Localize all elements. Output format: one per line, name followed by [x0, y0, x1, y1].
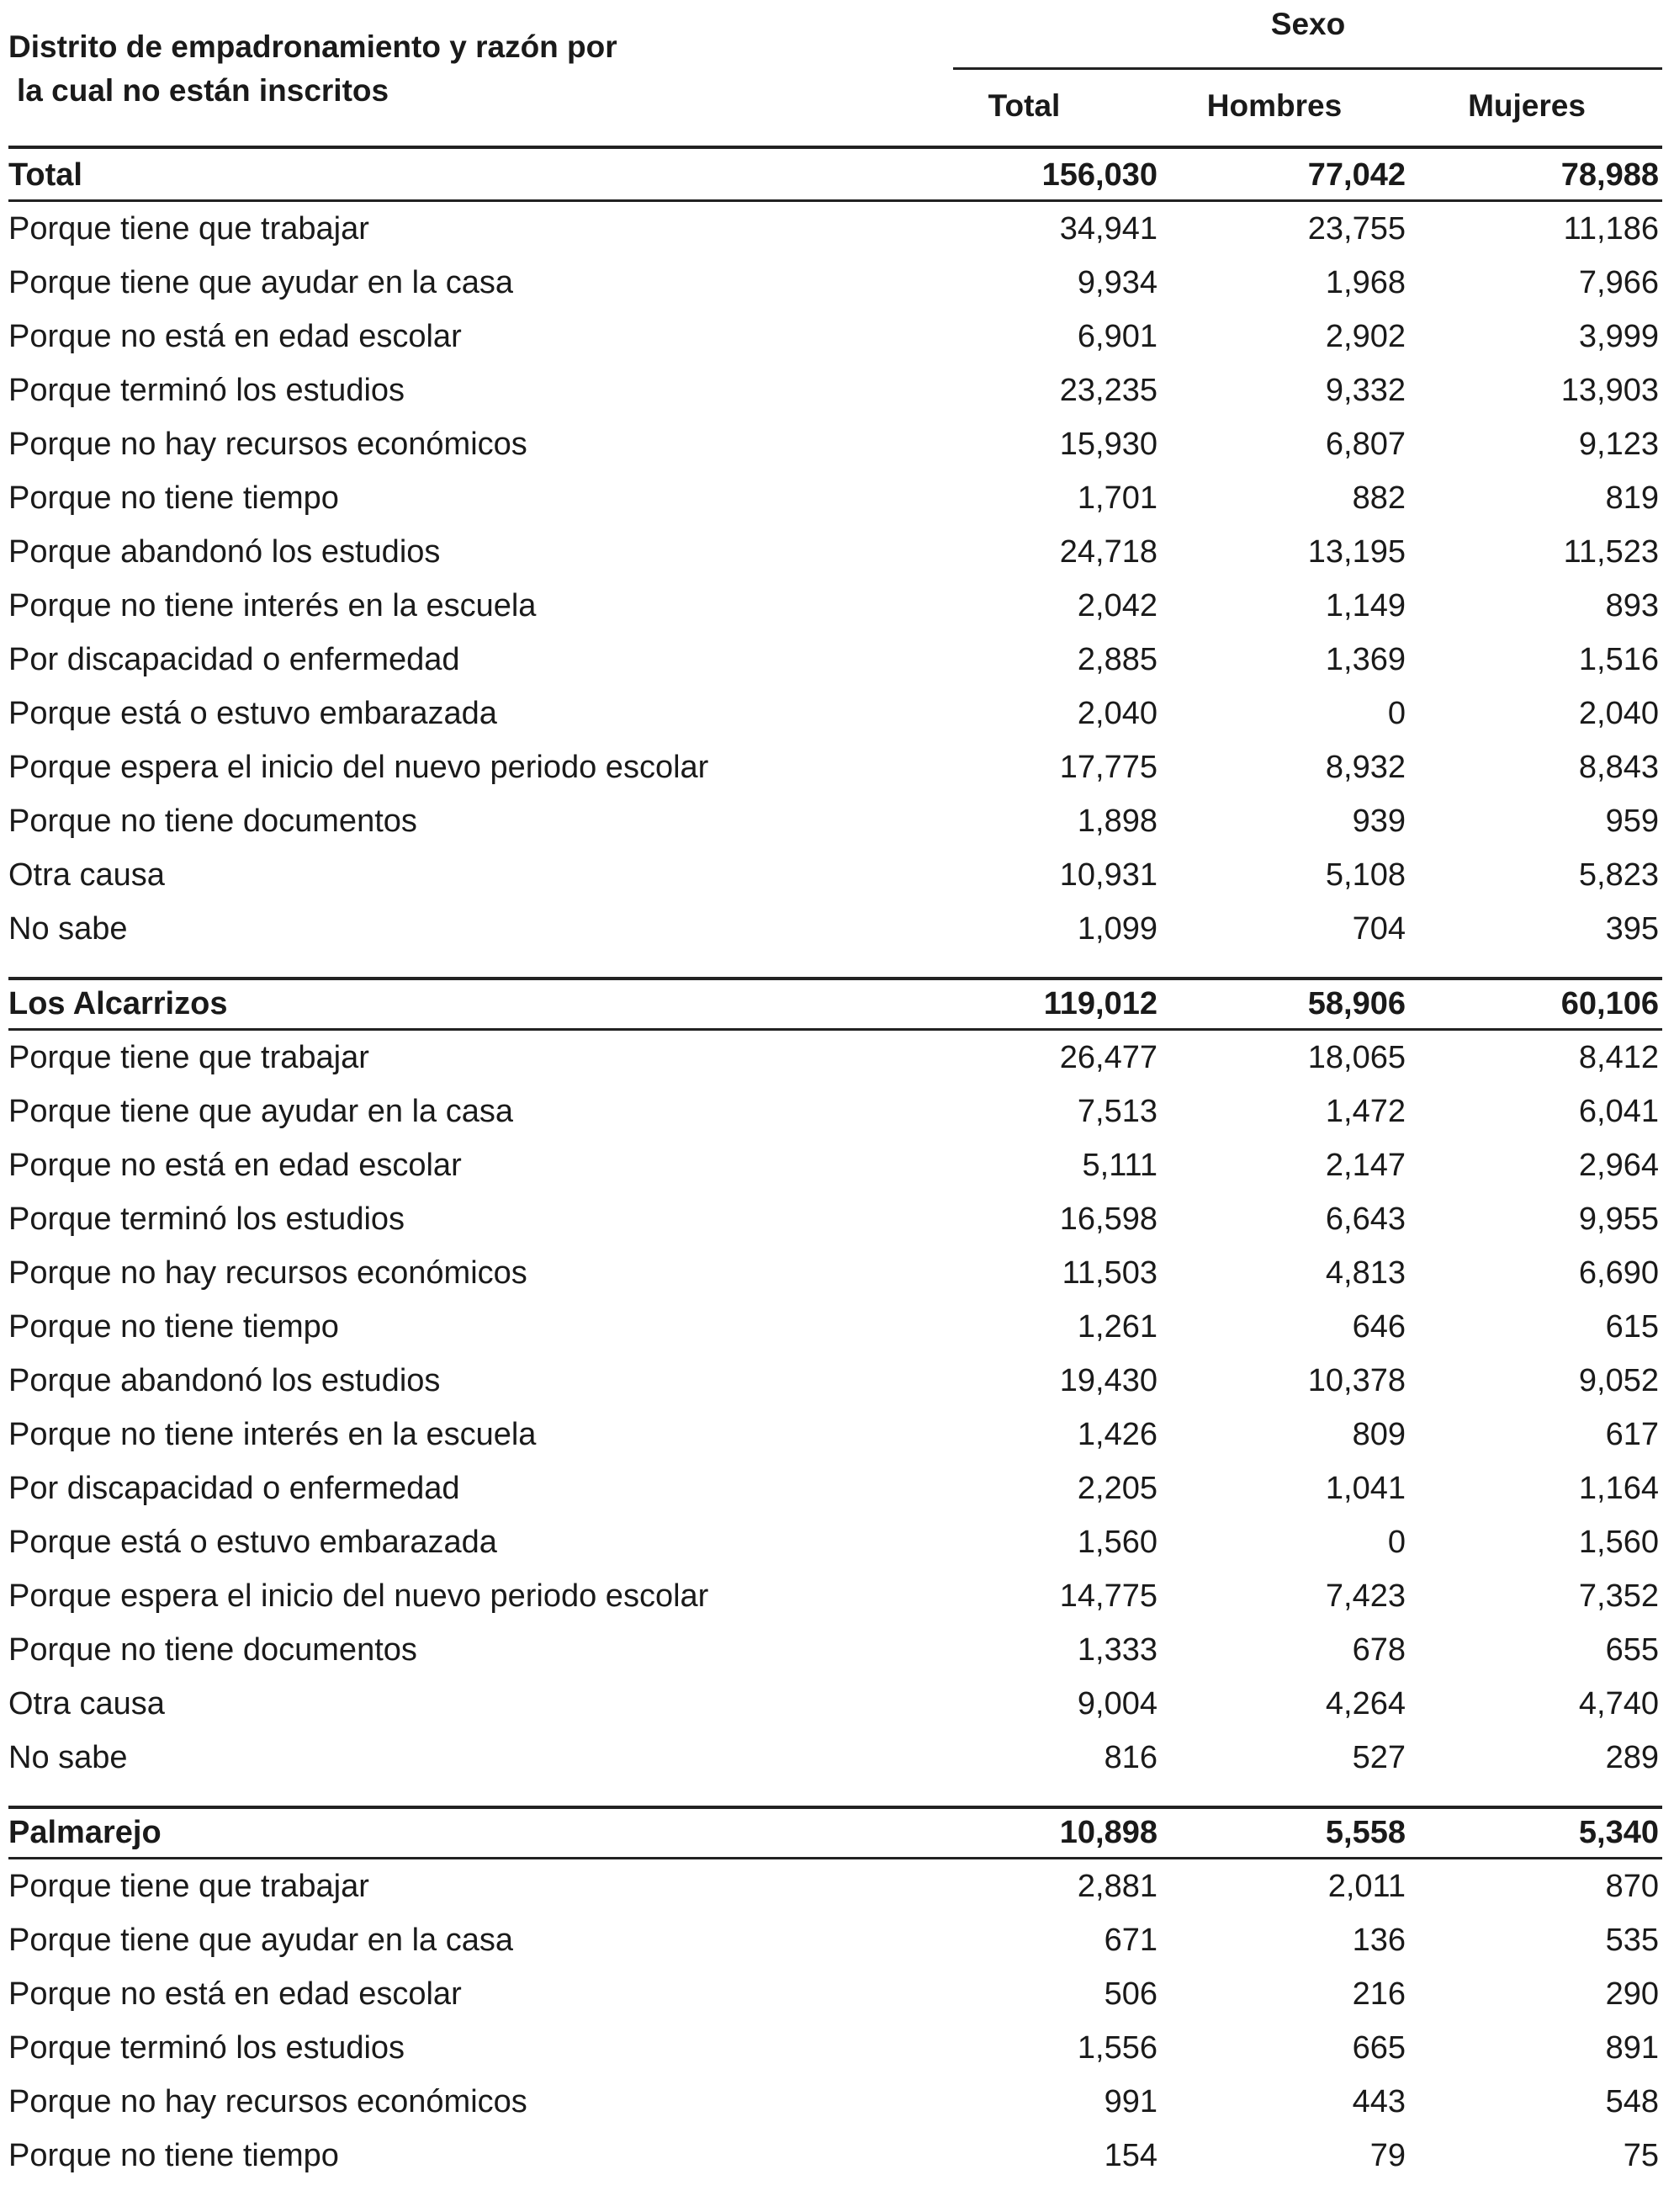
row-mujeres-value: 9,052: [1578, 1363, 1659, 1398]
row-label: Por discapacidad o enfermedad: [8, 642, 460, 677]
row-label: No sabe: [8, 1740, 128, 1775]
group-mujeres-value: 60,106: [1560, 986, 1659, 1021]
row-mujeres-value: 1,560: [1578, 1525, 1659, 1560]
row-mujeres-value: 819: [1605, 480, 1659, 516]
row-total-value: 1,099: [1077, 911, 1157, 947]
row-total-value: 1,333: [1077, 1632, 1157, 1668]
table-row: [8, 525, 1662, 579]
row-mujeres-value: 75: [1623, 2138, 1659, 2173]
row-label: Porque terminó los estudios: [8, 373, 405, 408]
row-mujeres-value: 290: [1605, 1976, 1659, 2012]
row-hombres-value: 2,902: [1325, 319, 1406, 354]
row-mujeres-value: 9,123: [1578, 427, 1659, 462]
group-total-value: 119,012: [1043, 986, 1157, 1021]
table-row: [8, 902, 1662, 956]
row-label: Porque tiene que ayudar en la casa: [8, 1923, 513, 1958]
row-label: Porque terminó los estudios: [8, 1201, 405, 1237]
row-mujeres-value: 1,164: [1578, 1471, 1659, 1506]
row-total-value: 19,430: [1059, 1363, 1157, 1398]
row-hombres-value: 665: [1352, 2030, 1406, 2066]
row-label: Porque no tiene documentos: [8, 1632, 417, 1668]
group-hombres-value: 5,558: [1325, 1815, 1406, 1850]
row-mujeres-value: 5,823: [1578, 857, 1659, 893]
row-hombres-value: 9,332: [1325, 373, 1406, 408]
row-label: Porque no tiene tiempo: [8, 1309, 339, 1345]
group-total-value: 10,898: [1059, 1815, 1157, 1850]
table-row: [8, 848, 1662, 902]
row-mujeres-value: 2,964: [1578, 1148, 1659, 1183]
row-total-value: 16,598: [1059, 1201, 1157, 1237]
table-row: [8, 687, 1662, 740]
row-hombres-value: 1,369: [1325, 642, 1406, 677]
table-row: [8, 310, 1662, 363]
group-name: Total: [8, 157, 82, 193]
row-hombres-value: 4,264: [1325, 1686, 1406, 1721]
row-mujeres-value: 11,186: [1563, 211, 1659, 247]
table-row: [8, 1246, 1662, 1300]
row-mujeres-value: 617: [1605, 1417, 1659, 1452]
row-hombres-value: 2,147: [1325, 1148, 1406, 1183]
row-mujeres-value: 13,903: [1560, 373, 1659, 408]
group-header-row: [8, 1806, 1662, 1859]
row-label: Porque no hay recursos económicos: [8, 2084, 527, 2119]
row-hombres-value: 678: [1352, 1632, 1406, 1668]
column-header-mujeres: Mujeres: [1468, 88, 1586, 123]
row-total-value: 6,901: [1077, 319, 1157, 354]
row-total-value: 26,477: [1059, 1040, 1157, 1075]
table-row: [8, 1859, 1662, 1913]
group-hombres-value: 77,042: [1307, 157, 1406, 193]
row-label: Porque está o estuvo embarazada: [8, 1525, 497, 1560]
table-row: [8, 633, 1662, 687]
row-label: Porque espera el inicio del nuevo periodo escolar: [8, 1578, 709, 1614]
row-mujeres-value: 7,352: [1578, 1578, 1659, 1614]
group-mujeres-value: 78,988: [1560, 157, 1659, 193]
row-mujeres-value: 7,966: [1578, 265, 1659, 300]
row-total-value: 9,934: [1077, 265, 1157, 300]
row-total-value: 10,931: [1059, 857, 1157, 893]
row-mujeres-value: 6,690: [1578, 1255, 1659, 1291]
row-hombres-value: 0: [1387, 696, 1406, 731]
row-label: Porque no está en edad escolar: [8, 1148, 462, 1183]
row-total-value: 2,205: [1077, 1471, 1157, 1506]
row-hombres-value: 939: [1352, 804, 1406, 839]
row-mujeres-value: 395: [1605, 911, 1659, 947]
row-total-value: 506: [1104, 1976, 1157, 2012]
group-mujeres-value: 5,340: [1578, 1815, 1659, 1850]
table-row: [8, 1461, 1662, 1515]
row-total-value: 17,775: [1059, 750, 1157, 785]
row-total-value: 2,040: [1077, 696, 1157, 731]
row-mujeres-value: 893: [1605, 588, 1659, 623]
row-total-value: 9,004: [1077, 1686, 1157, 1721]
row-label: Porque está o estuvo embarazada: [8, 696, 497, 731]
table-row: [8, 363, 1662, 417]
table-row: [8, 1967, 1662, 2021]
row-mujeres-value: 4,740: [1578, 1686, 1659, 1721]
row-label: Porque no tiene interés en la escuela: [8, 1417, 537, 1452]
table-row: [8, 1913, 1662, 1967]
group-total-value: 156,030: [1041, 157, 1157, 193]
row-hombres-value: 136: [1352, 1923, 1406, 1958]
row-mujeres-value: 891: [1605, 2030, 1659, 2066]
row-mujeres-value: 548: [1605, 2084, 1659, 2119]
table-row: [8, 1677, 1662, 1731]
table-row: [8, 1354, 1662, 1408]
row-total-value: 1,560: [1077, 1525, 1157, 1560]
row-hombres-value: 1,472: [1325, 1094, 1406, 1129]
row-hombres-value: 527: [1352, 1740, 1406, 1775]
row-mujeres-value: 1,516: [1578, 642, 1659, 677]
row-mujeres-value: 959: [1605, 804, 1659, 839]
table-row: [8, 202, 1662, 256]
table-row: [8, 1569, 1662, 1623]
row-total-value: 5,111: [1082, 1148, 1157, 1183]
group-name: Los Alcarrizos: [8, 986, 228, 1021]
table-row: [8, 1731, 1662, 1785]
row-label: Otra causa: [8, 857, 165, 893]
row-label: Porque tiene que ayudar en la casa: [8, 265, 513, 300]
table-row: [8, 1408, 1662, 1461]
row-total-value: 1,426: [1077, 1417, 1157, 1452]
row-total-value: 991: [1104, 2084, 1157, 2119]
row-hombres-value: 1,968: [1325, 265, 1406, 300]
row-label: Porque no tiene tiempo: [8, 2138, 339, 2173]
row-total-value: 816: [1104, 1740, 1157, 1775]
row-hombres-value: 18,065: [1307, 1040, 1406, 1075]
sexo-header: Sexo: [1270, 7, 1346, 41]
row-hombres-value: 1,041: [1325, 1471, 1406, 1506]
row-total-value: 1,556: [1077, 2030, 1157, 2066]
row-hombres-value: 646: [1352, 1309, 1406, 1345]
row-hombres-value: 10,378: [1307, 1363, 1406, 1398]
table-row: [8, 2129, 1662, 2183]
row-hombres-value: 5,108: [1325, 857, 1406, 893]
row-total-value: 2,885: [1077, 642, 1157, 677]
row-total-value: 1,701: [1077, 480, 1157, 516]
table-row: [8, 1623, 1662, 1677]
table-row: [8, 417, 1662, 471]
row-mujeres-value: 11,523: [1563, 534, 1659, 570]
row-hombres-value: 23,755: [1307, 211, 1406, 247]
group-header-row: [8, 977, 1662, 1031]
row-mujeres-value: 655: [1605, 1632, 1659, 1668]
row-mujeres-value: 6,041: [1578, 1094, 1659, 1129]
row-total-value: 23,235: [1059, 373, 1157, 408]
row-hombres-value: 443: [1352, 2084, 1406, 2119]
row-label: Porque abandonó los estudios: [8, 534, 441, 570]
table-row: [8, 794, 1662, 848]
table-row: [8, 579, 1662, 633]
row-hombres-value: 79: [1369, 2138, 1406, 2173]
row-total-value: 7,513: [1077, 1094, 1157, 1129]
table-row: [8, 1192, 1662, 1246]
row-label: Porque no está en edad escolar: [8, 319, 462, 354]
row-mujeres-value: 8,843: [1578, 750, 1659, 785]
row-hombres-value: 8,932: [1325, 750, 1406, 785]
row-label: Porque no tiene documentos: [8, 804, 417, 839]
row-total-value: 2,881: [1077, 1869, 1157, 1904]
group-hombres-value: 58,906: [1307, 986, 1406, 1021]
row-mujeres-value: 8,412: [1578, 1040, 1659, 1075]
table-row: [8, 471, 1662, 525]
row-label: Porque tiene que trabajar: [8, 1869, 369, 1904]
column-header-total: Total: [988, 88, 1061, 123]
row-mujeres-value: 9,955: [1578, 1201, 1659, 1237]
row-label: Porque tiene que trabajar: [8, 1040, 369, 1075]
table-row: [8, 1300, 1662, 1354]
row-total-value: 154: [1104, 2138, 1157, 2173]
row-label: Porque no tiene interés en la escuela: [8, 588, 537, 623]
row-hombres-value: 704: [1352, 911, 1406, 947]
row-hombres-value: 4,813: [1325, 1255, 1406, 1291]
row-mujeres-value: 535: [1605, 1923, 1659, 1958]
row-label: Porque tiene que trabajar: [8, 211, 369, 247]
column-header-hombres: Hombres: [1206, 88, 1343, 123]
group-name: Palmarejo: [8, 1815, 162, 1850]
row-label: Porque terminó los estudios: [8, 2030, 405, 2066]
row-total-value: 14,775: [1059, 1578, 1157, 1614]
row-mujeres-value: 2,040: [1578, 696, 1659, 731]
row-mujeres-value: 615: [1605, 1309, 1659, 1345]
row-hombres-value: 809: [1352, 1417, 1406, 1452]
table-row: [8, 256, 1662, 310]
stub-header-line2: la cual no están inscritos: [17, 73, 389, 108]
table-row: [8, 2075, 1662, 2129]
row-total-value: 1,898: [1077, 804, 1157, 839]
row-label: Otra causa: [8, 1686, 165, 1721]
table-row: [8, 1031, 1662, 1085]
stub-header-line1: Distrito de empadronamiento y razón por: [8, 29, 617, 64]
row-total-value: 671: [1104, 1923, 1157, 1958]
row-hombres-value: 0: [1387, 1525, 1406, 1560]
row-total-value: 11,503: [1062, 1255, 1157, 1291]
table-row: [8, 2021, 1662, 2075]
row-hombres-value: 1,149: [1325, 588, 1406, 623]
table-row: [8, 1515, 1662, 1569]
row-mujeres-value: 289: [1605, 1740, 1659, 1775]
row-hombres-value: 6,807: [1325, 427, 1406, 462]
row-total-value: 15,930: [1059, 427, 1157, 462]
row-total-value: 2,042: [1077, 588, 1157, 623]
row-mujeres-value: 3,999: [1578, 319, 1659, 354]
row-label: Porque abandonó los estudios: [8, 1363, 441, 1398]
row-label: Porque espera el inicio del nuevo periodo escolar: [8, 750, 709, 785]
row-label: Por discapacidad o enfermedad: [8, 1471, 460, 1506]
table-row: [8, 1138, 1662, 1192]
row-hombres-value: 13,195: [1307, 534, 1406, 570]
row-total-value: 1,261: [1077, 1309, 1157, 1345]
table-row: [8, 740, 1662, 794]
row-total-value: 34,941: [1059, 211, 1157, 247]
row-label: Porque no está en edad escolar: [8, 1976, 462, 2012]
row-label: Porque no hay recursos económicos: [8, 1255, 527, 1291]
row-total-value: 24,718: [1059, 534, 1157, 570]
row-mujeres-value: 870: [1605, 1869, 1659, 1904]
row-hombres-value: 6,643: [1325, 1201, 1406, 1237]
row-hombres-value: 2,011: [1327, 1869, 1406, 1904]
row-label: Porque tiene que ayudar en la casa: [8, 1094, 513, 1129]
group-header-row: [8, 148, 1662, 202]
row-label: No sabe: [8, 911, 128, 947]
row-label: Porque no hay recursos económicos: [8, 427, 527, 462]
row-hombres-value: 216: [1352, 1976, 1406, 2012]
row-hombres-value: 7,423: [1325, 1578, 1406, 1614]
table-row: [8, 1085, 1662, 1138]
row-hombres-value: 882: [1352, 480, 1406, 516]
row-label: Porque no tiene tiempo: [8, 480, 339, 516]
